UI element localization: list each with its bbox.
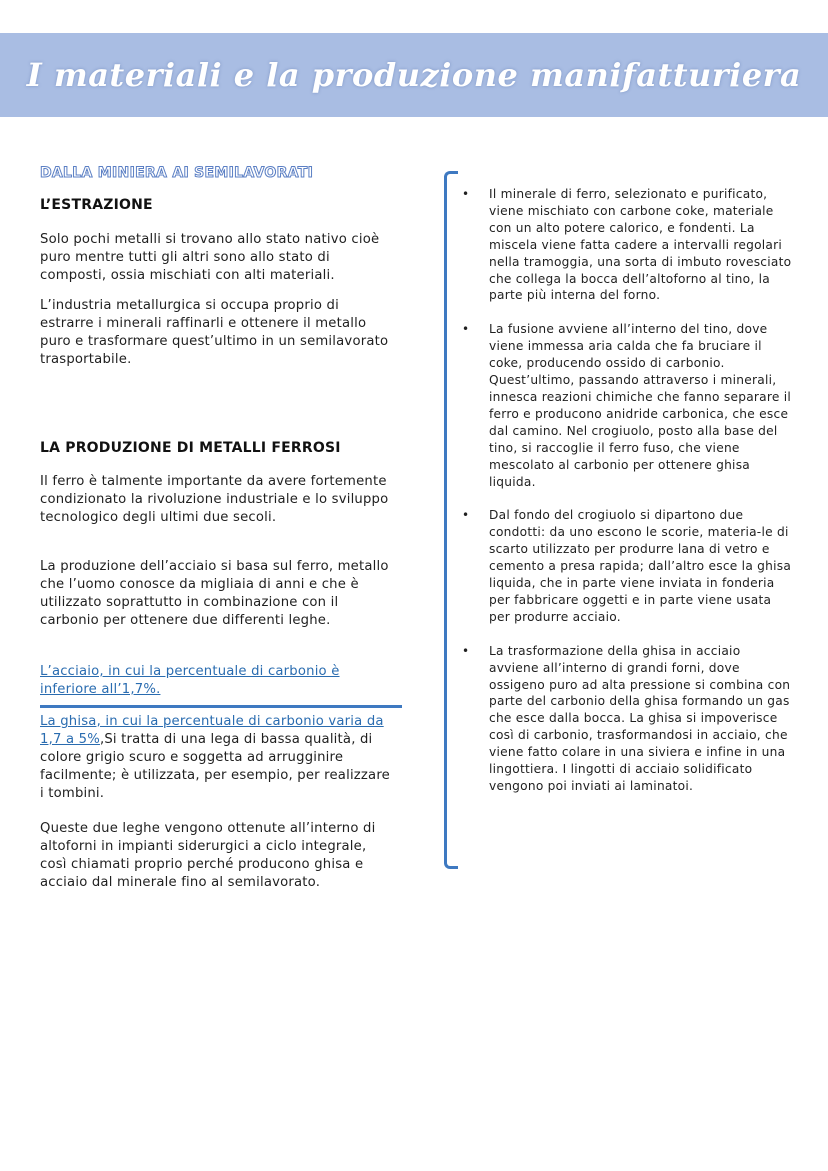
list-item	[462, 507, 792, 625]
bracket-decoration	[444, 171, 458, 869]
page-title: I materiali e la produzione manifatturiera	[26, 56, 802, 94]
acciaio-link[interactable]: L’acciaio, in cui la percentuale di carbonio è inferiore all’1,7%.	[40, 664, 340, 697]
bullet-icon: •	[462, 322, 470, 337]
ghisa-link[interactable]: La ghisa, in cui la percentuale di carbonio varia da 1,7 a 5%	[40, 714, 384, 747]
list-item-text: La fusione avviene all’interno del tino, dove viene immessa aria calda che fa bruciare il coke, producendo ossido di carbonio. Quest’ultimo, passando attraverso i minerali, innesca reazioni chimiche che fanno separare il ferro e producono anidride carbonica, che esce dal camino. Nel crogiuolo, posto alla base del tino, si raccoglie il ferro fuso, che viene mescolato al carbonio per ottenere ghisa liquida.	[489, 322, 792, 489]
list-item	[462, 186, 792, 304]
paragraph-ferrosi-2: La produzione dell’acciaio si basa sul ferro, metallo che l’uomo conosce da migliaia di anni e che è utilizzato soprattutto in combinazione con il carbonio per ottenere due differenti leghe.	[40, 559, 389, 628]
paragraph-ghisa	[40, 713, 396, 803]
section-kicker: DALLA MINIERA AI SEMILAVORATI	[40, 165, 314, 181]
paragraph-ferrosi-1: Il ferro è talmente importante da avere fortemente condizionato la rivoluzione industriale e lo sviluppo tecnologico degli ultimi due secoli.	[40, 474, 389, 525]
heading-estrazione: L’ESTRAZIONE	[40, 197, 153, 213]
list-item	[462, 643, 792, 795]
heading-metalli-ferrosi: LA PRODUZIONE DI METALLI FERROSI	[40, 440, 341, 456]
bullet-icon: •	[462, 643, 470, 658]
paragraph-ferrosi-3: Queste due leghe vengono ottenute all’interno di altoforni in impianti siderurgici a ciclo integrale, così chiamati proprio perché producono ghisa e acciaio dal minerale fino al semilavorato.	[40, 821, 376, 890]
list-item-text: Dal fondo del crogiuolo si dipartono due condotti: da uno escono le scorie, materia-le di scarto utilizzato per produrre lana di vetro e cemento a presa rapida; dall’altro esce la ghisa liquida, che in parte viene inviata in fonderia per fabbricare oggetti e in parte viene usata per produrre acciaio.	[489, 508, 792, 624]
bullet-icon: •	[462, 187, 470, 201]
title-banner	[0, 33, 828, 117]
list-item	[462, 321, 792, 490]
ghisa-description: ,Si tratta di una lega di bassa qualità, di colore grigio scuro e soggetta ad arrugginire facilmente; è utilizzata, per esempio, per realizzare i tombini.	[40, 732, 390, 801]
paragraph-estrazione-2: L’industria metallurgica si occupa proprio di estrarre i minerali raffinarli e ottenere il metallo puro e trasformare quest’ultimo in un semilavorato trasportabile.	[40, 298, 389, 367]
list-item-text: La trasformazione della ghisa in acciaio avviene all’interno di grandi forni, dove ossigeno puro ad alta pressione si combina con parte del carbonio della ghisa formando un gas che esce dalla bocca. La ghisa si impoverisce così di carbonio, trasformandosi in acciaio, che viene fatto colare in una siviera e infine in una lingottiera. I lingotti di acciaio solidificato vengono poi inviati ai laminatoi.	[489, 643, 791, 793]
paragraph-estrazione-1: Solo pochi metalli si trovano allo stato nativo cioè puro mentre tutti gli altri sono allo stato di composti, ossia mischiati con alti materiali.	[40, 232, 380, 283]
bullet-icon: •	[462, 508, 470, 523]
section-divider	[40, 705, 402, 708]
list-item-text: Il minerale di ferro, selezionato e purificato, viene mischiato con carbone coke, materiale con un alto potere calorico, e fondenti. La miscela viene fatta cadere a intervalli regolari nella tramoggia, una sorta di imbuto rovesciato che collega la bocca dell’altoforno al tino, la parte più interna del forno.	[489, 187, 792, 303]
process-list	[462, 186, 792, 812]
paragraph-acciaio	[40, 663, 396, 699]
